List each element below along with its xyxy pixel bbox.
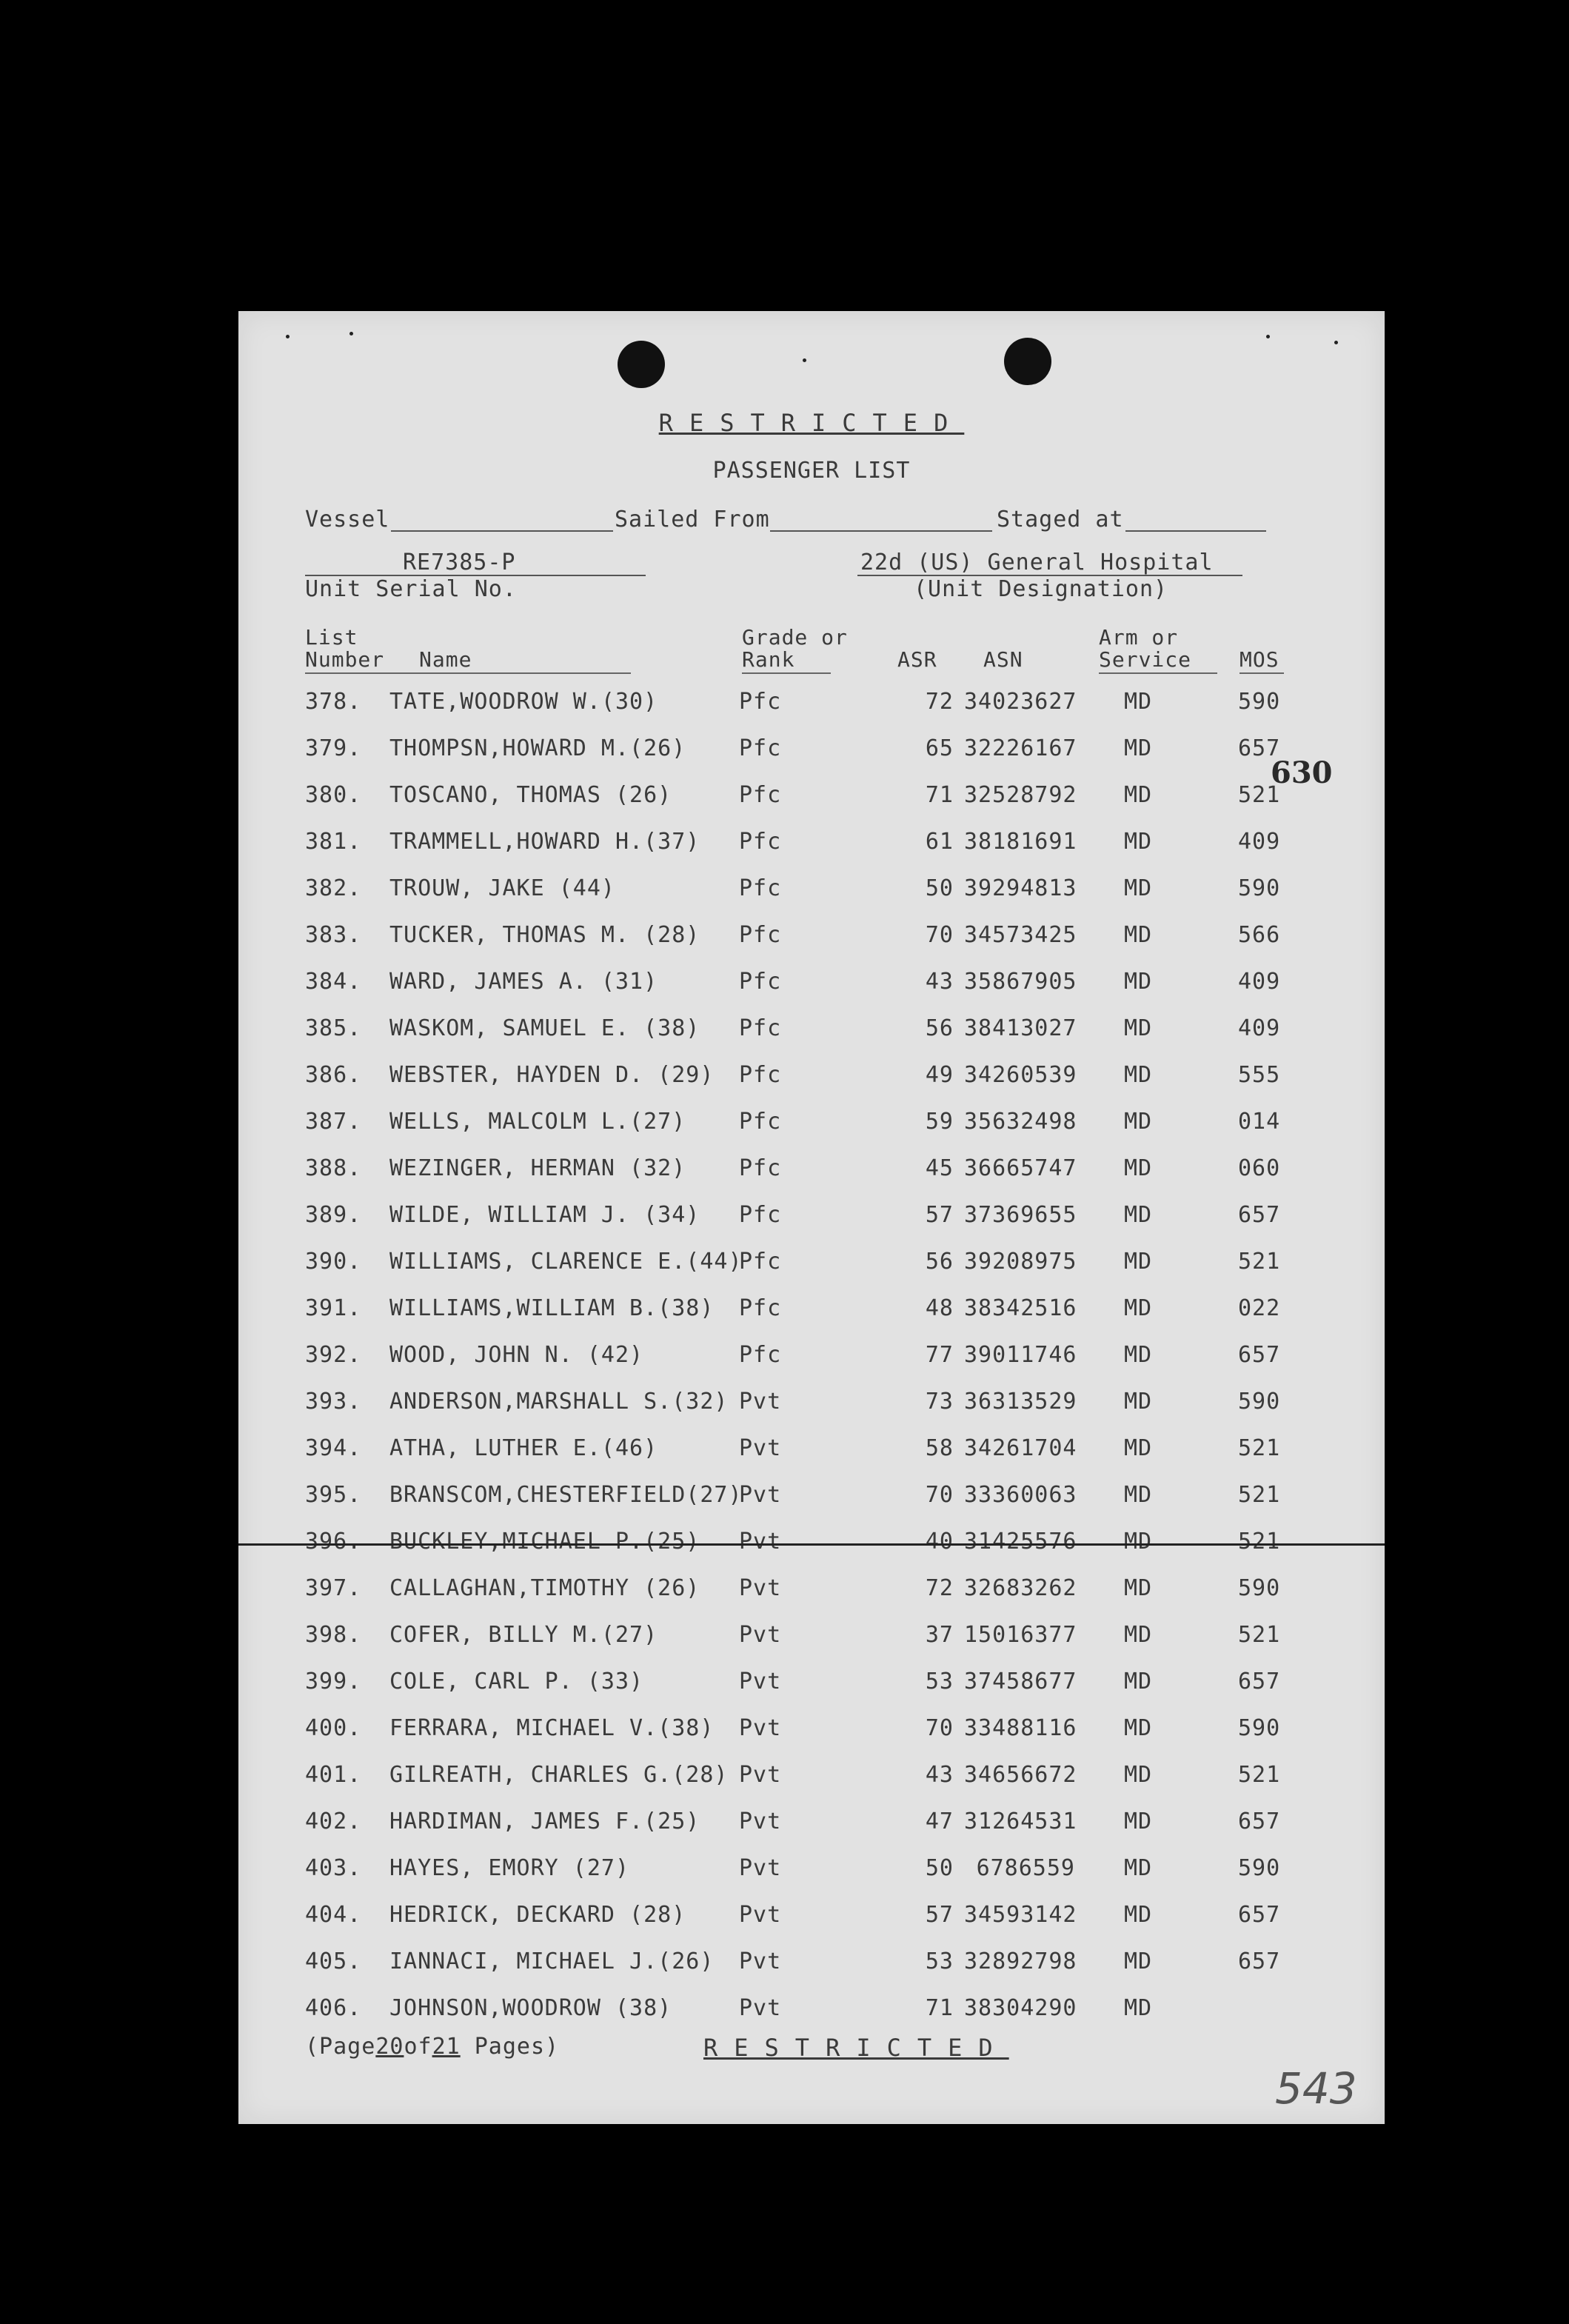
cell-arm-service: MD (1124, 922, 1153, 948)
cell-arm-service: MD (1124, 1575, 1153, 1601)
cell-asr: 56 (925, 1015, 954, 1041)
cell-mos: 657 (1238, 735, 1281, 761)
cell-arm-service: MD (1124, 1762, 1153, 1788)
cell-asn: 34573425 (964, 922, 1077, 948)
cell-mos: 657 (1238, 1202, 1281, 1228)
cell-list-number: 404. (305, 1902, 362, 1928)
cell-asr: 40 (925, 1529, 954, 1555)
cell-asn: 38304290 (964, 1995, 1077, 2021)
cell-grade: Pfc (739, 1062, 782, 1088)
cell-grade: Pfc (739, 1295, 782, 1321)
vessel-blank (391, 530, 613, 532)
cell-list-number: 382. (305, 875, 362, 901)
cell-asn: 39294813 (964, 875, 1077, 901)
cell-arm-service: MD (1124, 1482, 1153, 1508)
cell-asr: 49 (925, 1062, 954, 1088)
cell-passenger-name: TUCKER, THOMAS M. (28) (389, 922, 700, 948)
cell-asr: 50 (925, 875, 954, 901)
cell-grade: Pfc (739, 1249, 782, 1275)
cell-asr: 59 (925, 1109, 954, 1135)
cell-grade: Pvt (739, 1855, 782, 1881)
cell-arm-service: MD (1124, 1389, 1153, 1415)
vessel-label: Vessel (305, 507, 390, 532)
document-page (238, 311, 1385, 2124)
sailed-from-blank (770, 530, 992, 532)
cell-mos: 566 (1238, 922, 1281, 948)
table-row (238, 1949, 1385, 1995)
cell-mos: 590 (1238, 689, 1281, 715)
cell-list-number: 402. (305, 1809, 362, 1834)
cell-mos: 590 (1238, 1855, 1281, 1881)
cell-list-number: 392. (305, 1342, 362, 1368)
cell-mos: 657 (1238, 1902, 1281, 1928)
cell-arm-service: MD (1124, 1435, 1153, 1461)
cell-arm-service: MD (1124, 1062, 1153, 1088)
cell-asr: 50 (925, 1855, 954, 1881)
table-row (238, 969, 1385, 1015)
cell-list-number: 393. (305, 1389, 362, 1415)
cell-grade: Pvt (739, 1389, 782, 1415)
cell-passenger-name: BRANSCOM,CHESTERFIELD(27) (389, 1482, 743, 1508)
stamped-page-number: 630 (1271, 755, 1333, 790)
cell-asr: 72 (925, 689, 954, 715)
cell-asn: 32683262 (964, 1575, 1077, 1601)
cell-grade: Pvt (739, 1435, 782, 1461)
cell-arm-service: MD (1124, 1529, 1153, 1555)
cell-asn: 38413027 (964, 1015, 1077, 1041)
cell-asn: 31425576 (964, 1529, 1077, 1555)
table-row (238, 1015, 1385, 1062)
restricted-footer: RESTRICTED (703, 2034, 1009, 2062)
cell-mos: 409 (1238, 829, 1281, 855)
cell-mos: 014 (1238, 1109, 1281, 1135)
table-row (238, 829, 1385, 875)
cell-arm-service: MD (1124, 782, 1153, 808)
table-row (238, 1855, 1385, 1902)
cell-arm-service: MD (1124, 1342, 1153, 1368)
cell-list-number: 379. (305, 735, 362, 761)
cell-asr: 47 (925, 1809, 954, 1834)
cell-passenger-name: FERRARA, MICHAEL V.(38) (389, 1715, 715, 1741)
table-row (238, 1109, 1385, 1155)
cell-grade: Pfc (739, 875, 782, 901)
cell-arm-service: MD (1124, 1715, 1153, 1741)
cell-asr: 53 (925, 1669, 954, 1694)
cell-asn: 39208975 (964, 1249, 1077, 1275)
cell-asn: 31264531 (964, 1809, 1077, 1834)
cell-arm-service: MD (1124, 1995, 1153, 2021)
cell-asr: 65 (925, 735, 954, 761)
header-underline (742, 672, 831, 674)
cell-grade: Pfc (739, 1155, 782, 1181)
cell-arm-service: MD (1124, 1155, 1153, 1181)
table-row (238, 1389, 1385, 1435)
cell-asn: 32892798 (964, 1949, 1077, 1974)
cell-arm-service: MD (1124, 1949, 1153, 1974)
cell-arm-service: MD (1124, 1109, 1153, 1135)
cell-asr: 71 (925, 782, 954, 808)
cell-grade: Pvt (739, 1995, 782, 2021)
cell-grade: Pfc (739, 922, 782, 948)
cell-passenger-name: HAYES, EMORY (27) (389, 1855, 630, 1881)
cell-grade: Pvt (739, 1622, 782, 1648)
cell-list-number: 389. (305, 1202, 362, 1228)
ink-speck (349, 332, 353, 335)
cell-asn: 33488116 (964, 1715, 1077, 1741)
cell-list-number: 387. (305, 1109, 362, 1135)
cell-asn: 34593142 (964, 1902, 1077, 1928)
cell-grade: Pfc (739, 969, 782, 995)
cell-list-number: 380. (305, 782, 362, 808)
cell-list-number: 396. (305, 1529, 362, 1555)
cell-list-number: 405. (305, 1949, 362, 1974)
cell-arm-service: MD (1124, 829, 1153, 855)
cell-asr: 72 (925, 1575, 954, 1601)
col-list-number-bottom: Number (305, 647, 385, 672)
cell-arm-service: MD (1124, 1295, 1153, 1321)
cell-asr: 43 (925, 969, 954, 995)
cell-list-number: 384. (305, 969, 362, 995)
cell-list-number: 397. (305, 1575, 362, 1601)
cell-grade: Pvt (739, 1715, 782, 1741)
page-prefix: (Page (305, 2034, 376, 2060)
cell-passenger-name: COLE, CARL P. (33) (389, 1669, 644, 1694)
cell-list-number: 395. (305, 1482, 362, 1508)
cell-passenger-name: WILLIAMS, CLARENCE E.(44) (389, 1249, 743, 1275)
cell-passenger-name: TROUW, JAKE (44) (389, 875, 615, 901)
cell-passenger-name: TOSCANO, THOMAS (26) (389, 782, 672, 808)
cell-asr: 37 (925, 1622, 954, 1648)
punch-hole-left (618, 341, 665, 388)
cell-mos: 555 (1238, 1062, 1281, 1088)
cell-mos: 590 (1238, 1575, 1281, 1601)
ink-speck (1266, 335, 1270, 338)
cell-grade: Pvt (739, 1529, 782, 1555)
header-underline (1099, 672, 1217, 674)
cell-asr: 71 (925, 1995, 954, 2021)
cell-asn: 35867905 (964, 969, 1077, 995)
cell-grade: Pfc (739, 782, 782, 808)
cell-asn: 38181691 (964, 829, 1077, 855)
cell-passenger-name: COFER, BILLY M.(27) (389, 1622, 658, 1648)
staged-at-blank (1125, 530, 1266, 532)
table-row (238, 1062, 1385, 1109)
cell-grade: Pvt (739, 1902, 782, 1928)
cell-asn: 32528792 (964, 782, 1077, 808)
cell-asr: 43 (925, 1762, 954, 1788)
cell-arm-service: MD (1124, 689, 1153, 715)
table-row (238, 1342, 1385, 1389)
cell-mos: 590 (1238, 1715, 1281, 1741)
handwritten-number: 543 (1275, 2063, 1357, 2114)
cell-mos: 521 (1238, 1762, 1281, 1788)
cell-grade: Pvt (739, 1669, 782, 1694)
cell-passenger-name: TRAMMELL,HOWARD H.(37) (389, 829, 700, 855)
cell-asr: 45 (925, 1155, 954, 1181)
page-count (305, 2034, 559, 2060)
ink-speck (286, 335, 290, 338)
col-mos: MOS (1240, 647, 1279, 672)
cell-mos: 409 (1238, 969, 1281, 995)
cell-asn: 34023627 (964, 689, 1077, 715)
cell-arm-service: MD (1124, 1622, 1153, 1648)
cell-list-number: 399. (305, 1669, 362, 1694)
cell-asr: 70 (925, 1482, 954, 1508)
unit-serial-label: Unit Serial No. (305, 576, 517, 602)
col-grade-bottom: Rank (742, 647, 795, 672)
cell-mos: 521 (1238, 1482, 1281, 1508)
col-list-number-top: List (305, 625, 358, 650)
cell-asr: 77 (925, 1342, 954, 1368)
cell-asr: 58 (925, 1435, 954, 1461)
table-row (238, 735, 1385, 782)
cell-mos: 521 (1238, 1529, 1281, 1555)
cell-passenger-name: TATE,WOODROW W.(30) (389, 689, 658, 715)
cell-list-number: 398. (305, 1622, 362, 1648)
cell-arm-service: MD (1124, 1669, 1153, 1694)
cell-passenger-name: HEDRICK, DECKARD (28) (389, 1902, 686, 1928)
cell-passenger-name: WILLIAMS,WILLIAM B.(38) (389, 1295, 715, 1321)
col-name: Name (419, 647, 472, 672)
cell-mos: 657 (1238, 1342, 1281, 1368)
cell-asn: 34260539 (964, 1062, 1077, 1088)
table-row (238, 1529, 1385, 1575)
cell-mos: 521 (1238, 1435, 1281, 1461)
passenger-list-title: PASSENGER LIST (712, 458, 911, 484)
table-row (238, 1202, 1385, 1249)
cell-asr: 61 (925, 829, 954, 855)
cell-grade: Pvt (739, 1762, 782, 1788)
header-underline (305, 672, 631, 674)
cell-grade: Pfc (739, 1109, 782, 1135)
ink-speck (803, 358, 806, 362)
cell-grade: Pfc (739, 829, 782, 855)
cell-arm-service: MD (1124, 1249, 1153, 1275)
table-row (238, 1902, 1385, 1949)
cell-asn: 36665747 (964, 1155, 1077, 1181)
cell-mos: 060 (1238, 1155, 1281, 1181)
cell-mos: 521 (1238, 1249, 1281, 1275)
cell-mos: 590 (1238, 875, 1281, 901)
cell-mos: 590 (1238, 1389, 1281, 1415)
col-grade-top: Grade or (742, 625, 848, 650)
cell-asn: 37369655 (964, 1202, 1077, 1228)
cell-asr: 48 (925, 1295, 954, 1321)
table-row (238, 875, 1385, 922)
cell-asr: 57 (925, 1902, 954, 1928)
cell-mos: 657 (1238, 1809, 1281, 1834)
staged-at-label: Staged at (997, 507, 1124, 532)
cell-grade: Pfc (739, 1202, 782, 1228)
cell-arm-service: MD (1124, 735, 1153, 761)
cell-passenger-name: WILDE, WILLIAM J. (34) (389, 1202, 700, 1228)
cell-arm-service: MD (1124, 1202, 1153, 1228)
col-arm-bottom: Service (1099, 647, 1192, 672)
cell-passenger-name: WEZINGER, HERMAN (32) (389, 1155, 686, 1181)
cell-grade: Pfc (739, 735, 782, 761)
cell-passenger-name: WASKOM, SAMUEL E. (38) (389, 1015, 700, 1041)
cell-arm-service: MD (1124, 969, 1153, 995)
cell-passenger-name: IANNACI, MICHAEL J.(26) (389, 1949, 715, 1974)
cell-grade: Pvt (739, 1482, 782, 1508)
ink-speck (1334, 341, 1338, 344)
cell-mos: 657 (1238, 1949, 1281, 1974)
cell-passenger-name: WOOD, JOHN N. (42) (389, 1342, 644, 1368)
cell-mos: 409 (1238, 1015, 1281, 1041)
cell-grade: Pvt (739, 1949, 782, 1974)
cell-passenger-name: JOHNSON,WOODROW (38) (389, 1995, 672, 2021)
cell-asn: 32226167 (964, 735, 1077, 761)
cell-asr: 73 (925, 1389, 954, 1415)
cell-arm-service: MD (1124, 875, 1153, 901)
cell-list-number: 378. (305, 689, 362, 715)
cell-list-number: 390. (305, 1249, 362, 1275)
cell-asr: 70 (925, 1715, 954, 1741)
page-total: 21 (432, 2034, 461, 2060)
cell-grade: Pfc (739, 1342, 782, 1368)
cell-asr: 53 (925, 1949, 954, 1974)
cell-passenger-name: THOMPSN,HOWARD M.(26) (389, 735, 686, 761)
table-row (238, 1809, 1385, 1855)
cell-list-number: 386. (305, 1062, 362, 1088)
cell-asn: 37458677 (964, 1669, 1077, 1694)
col-asr: ASR (897, 647, 937, 672)
unit-designation-label: (Unit Designation) (914, 576, 1168, 602)
cell-list-number: 391. (305, 1295, 362, 1321)
cell-asr: 57 (925, 1202, 954, 1228)
cell-list-number: 388. (305, 1155, 362, 1181)
cell-passenger-name: WEBSTER, HAYDEN D. (29) (389, 1062, 715, 1088)
cell-grade: Pvt (739, 1809, 782, 1834)
cell-asr: 70 (925, 922, 954, 948)
table-row (238, 1155, 1385, 1202)
cell-passenger-name: ATHA, LUTHER E.(46) (389, 1435, 658, 1461)
cell-grade: Pvt (739, 1575, 782, 1601)
col-arm-top: Arm or (1099, 625, 1179, 650)
table-row (238, 1575, 1385, 1622)
cell-mos: 521 (1238, 1622, 1281, 1648)
cell-arm-service: MD (1124, 1809, 1153, 1834)
unit-designation-value: 22d (US) General Hospital (860, 550, 1214, 575)
cell-asn: 33360063 (964, 1482, 1077, 1508)
cell-passenger-name: BUCKLEY,MICHAEL P.(25) (389, 1529, 700, 1555)
table-row (238, 1715, 1385, 1762)
table-row (238, 1435, 1385, 1482)
cell-list-number: 394. (305, 1435, 362, 1461)
cell-asn: 36313529 (964, 1389, 1077, 1415)
table-row (238, 1295, 1385, 1342)
header-underline (1240, 672, 1284, 674)
cell-grade: Pfc (739, 689, 782, 715)
cell-passenger-name: HARDIMAN, JAMES F.(25) (389, 1809, 700, 1834)
cell-asn: 34656672 (964, 1762, 1077, 1788)
table-row (238, 1482, 1385, 1529)
cell-list-number: 400. (305, 1715, 362, 1741)
page-current: 20 (375, 2034, 404, 2060)
restricted-heading: RESTRICTED (658, 409, 965, 437)
cell-passenger-name: WARD, JAMES A. (31) (389, 969, 658, 995)
cell-asn: 15016377 (964, 1622, 1077, 1648)
cell-asn: 6786559 (976, 1855, 1075, 1881)
cell-arm-service: MD (1124, 1855, 1153, 1881)
cell-asn: 35632498 (964, 1109, 1077, 1135)
cell-asn: 39011746 (964, 1342, 1077, 1368)
table-row (238, 1249, 1385, 1295)
sailed-from-label: Sailed From (615, 507, 770, 532)
cell-asn: 38342516 (964, 1295, 1077, 1321)
table-row (238, 782, 1385, 829)
cell-grade: Pfc (739, 1015, 782, 1041)
table-row (238, 1669, 1385, 1715)
cell-passenger-name: ANDERSON,MARSHALL S.(32) (389, 1389, 729, 1415)
cell-arm-service: MD (1124, 1902, 1153, 1928)
page-of: of (404, 2034, 432, 2060)
unit-serial-value: RE7385-P (403, 550, 516, 575)
punch-hole-right (1004, 338, 1051, 385)
table-row (238, 1762, 1385, 1809)
cell-list-number: 385. (305, 1015, 362, 1041)
table-row (238, 922, 1385, 969)
table-row (238, 1622, 1385, 1669)
cell-list-number: 403. (305, 1855, 362, 1881)
page-suffix: Pages) (474, 2034, 560, 2060)
table-row (238, 689, 1385, 735)
strikethrough-line (238, 1543, 1385, 1546)
cell-passenger-name: CALLAGHAN,TIMOTHY (26) (389, 1575, 700, 1601)
cell-asr: 56 (925, 1249, 954, 1275)
cell-asn: 34261704 (964, 1435, 1077, 1461)
cell-passenger-name: WELLS, MALCOLM L.(27) (389, 1109, 686, 1135)
cell-mos: 521 (1238, 782, 1281, 808)
cell-arm-service: MD (1124, 1015, 1153, 1041)
cell-list-number: 406. (305, 1995, 362, 2021)
cell-list-number: 383. (305, 922, 362, 948)
cell-passenger-name: GILREATH, CHARLES G.(28) (389, 1762, 729, 1788)
col-asn: ASN (983, 647, 1023, 672)
cell-mos: 657 (1238, 1669, 1281, 1694)
cell-list-number: 401. (305, 1762, 362, 1788)
cell-mos: 022 (1238, 1295, 1281, 1321)
cell-list-number: 381. (305, 829, 362, 855)
